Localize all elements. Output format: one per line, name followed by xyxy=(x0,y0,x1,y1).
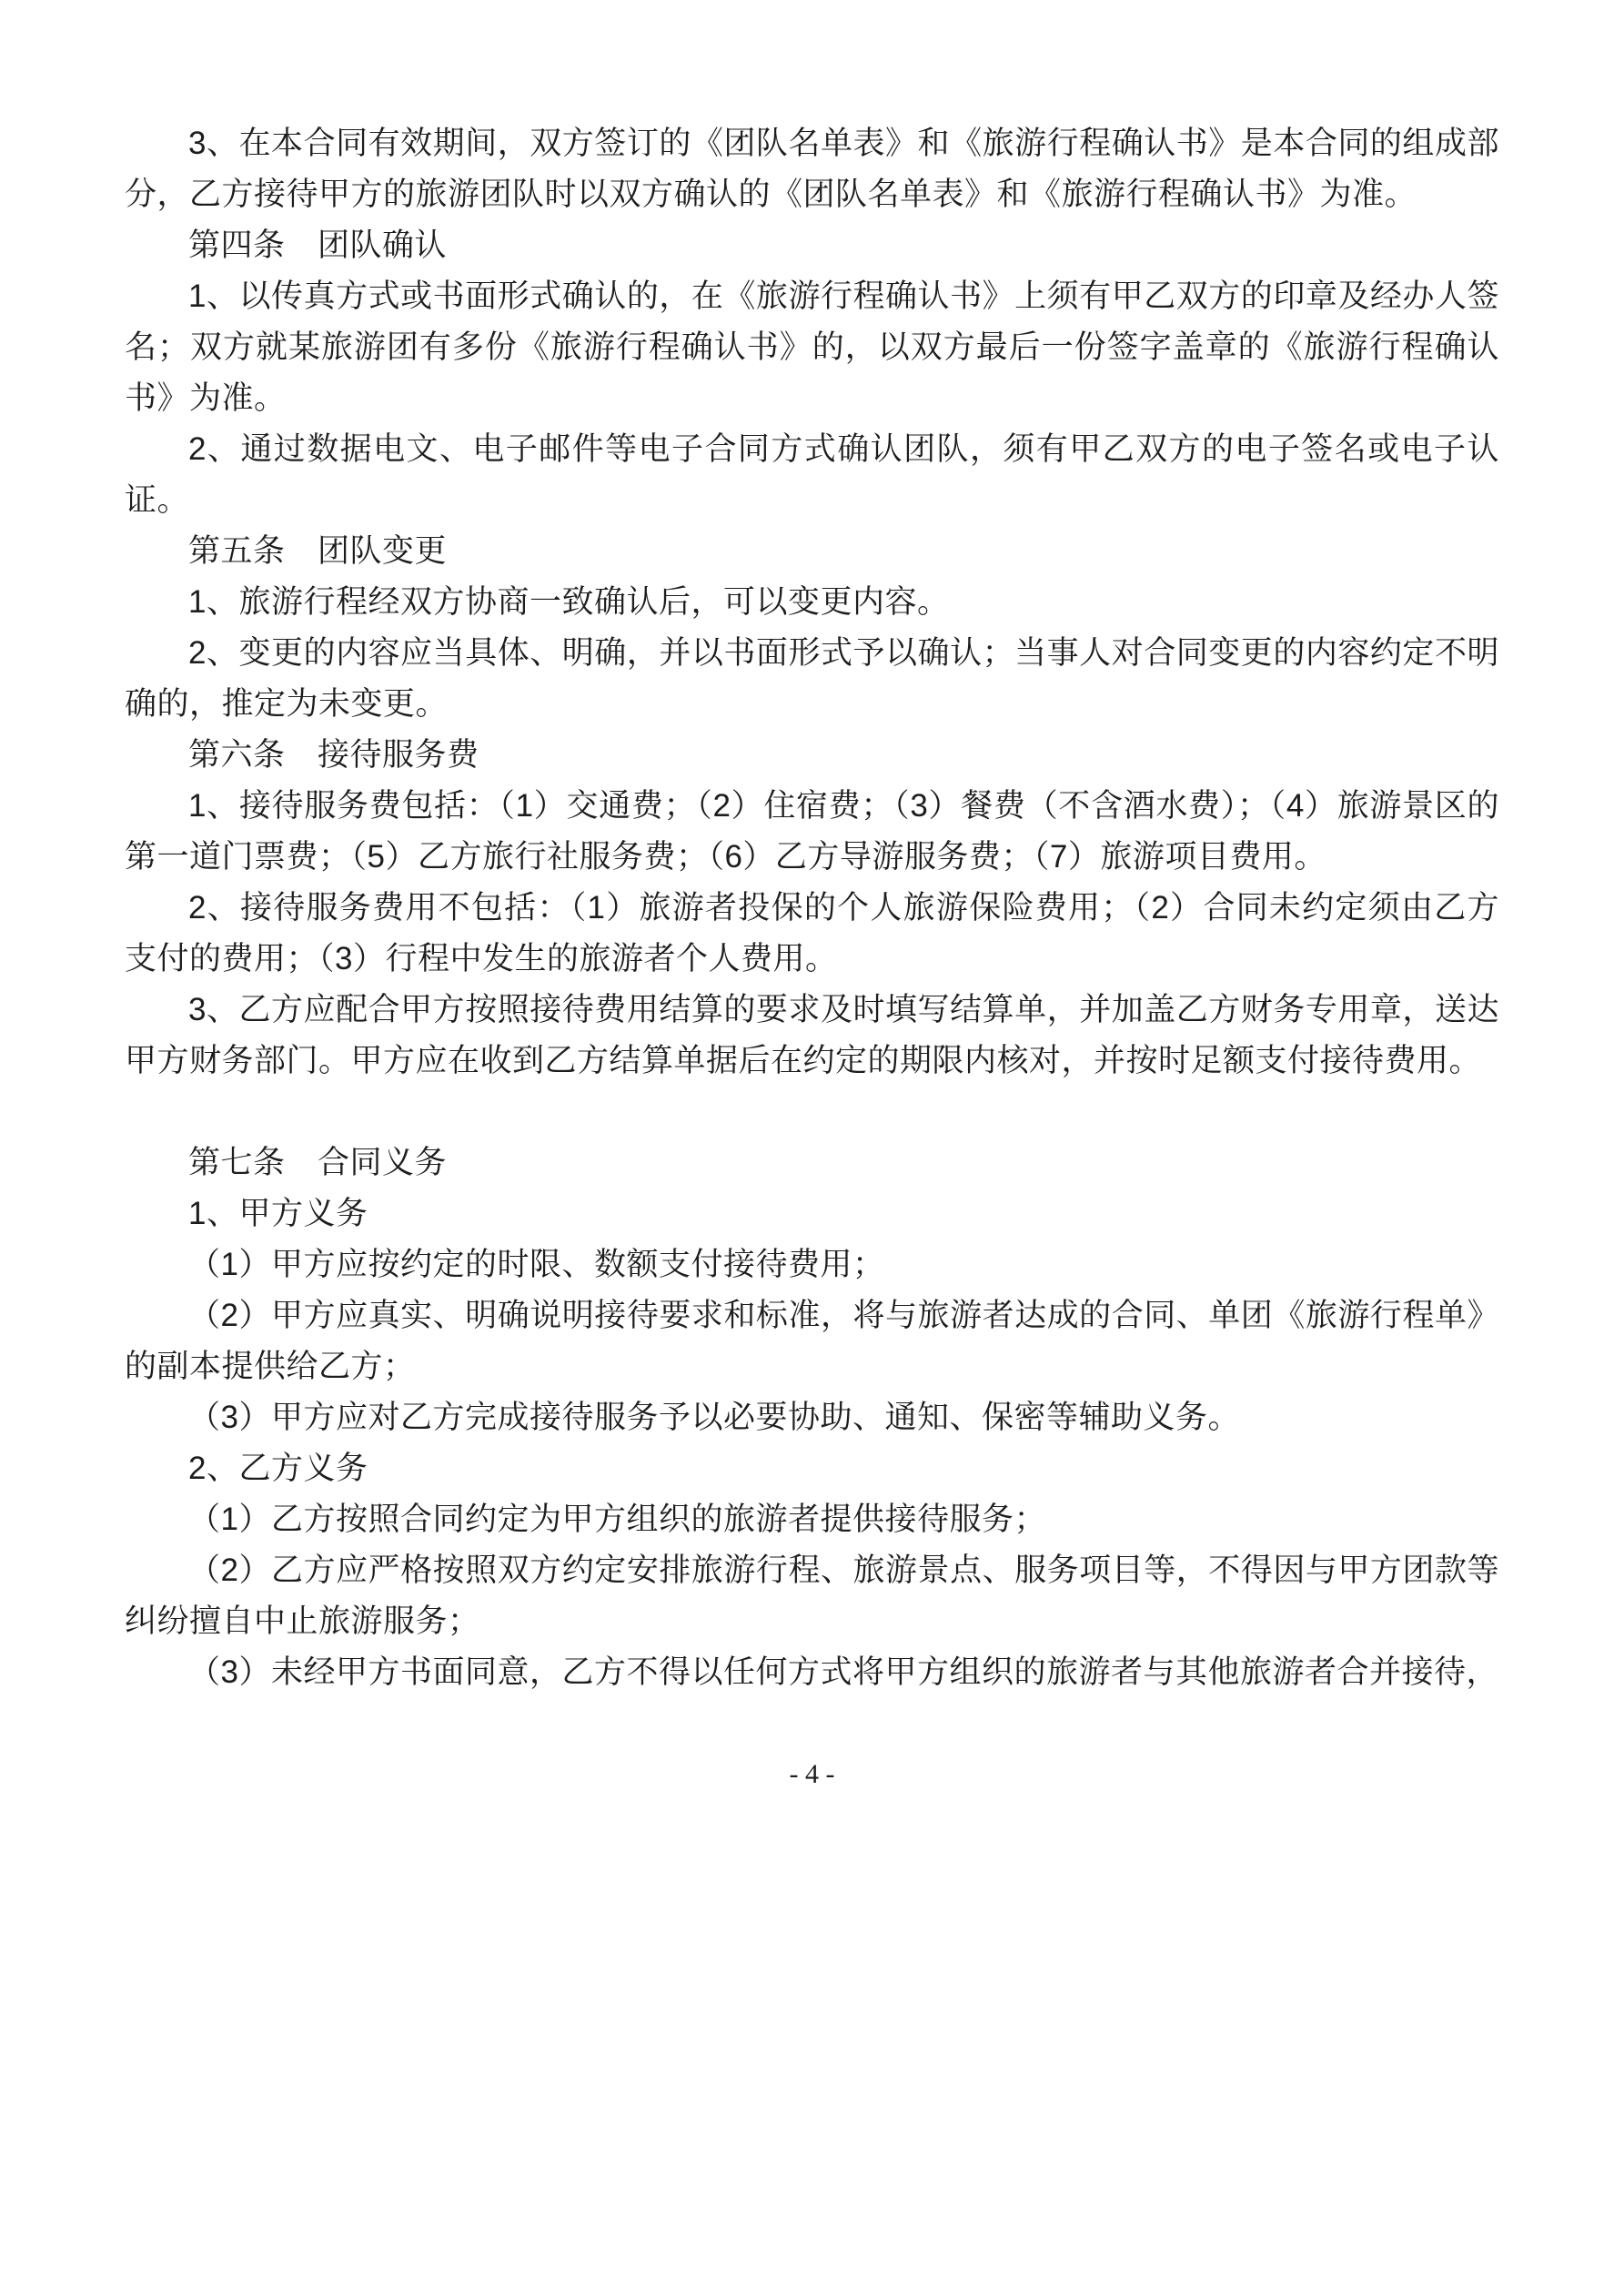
paragraph: 2、乙方义务 xyxy=(188,1451,368,1486)
paragraph: （1）甲方应按约定的时限、数额支付接待费用； xyxy=(188,1247,885,1282)
blank-line xyxy=(125,1087,1499,1138)
paragraph: （2）甲方应真实、明确说明接待要求和标准，将与旅游者达成的合同、单团《旅游行程单》的副本提供给乙方； xyxy=(125,1298,1499,1384)
clause-heading: 第五条 团队变更 xyxy=(188,533,448,569)
paragraph: 3、乙方应配合甲方按照接待费用结算的要求及时填写结算单，并加盖乙方财务专用章，送达甲方财务部门。甲方应在收到乙方结算单据后在约定的期限内核对，并按时足额支付接待费用。 xyxy=(125,992,1499,1078)
paragraph: 1、旅游行程经双方协商一致确认后，可以变更内容。 xyxy=(188,584,950,620)
paragraph: 2、变更的内容应当具体、明确，并以书面形式予以确认；当事人对合同变更的内容约定不明确的，推定为未变更。 xyxy=(125,635,1499,722)
paragraph: （1）乙方按照合同约定为甲方组织的旅游者提供接待服务； xyxy=(188,1502,1046,1537)
paragraph: 2、通过数据电文、电子邮件等电子合同方式确认团队，须有甲乙双方的电子签名或电子认证。 xyxy=(125,431,1499,518)
contract-body xyxy=(125,118,1499,1698)
clause-heading: 第四条 团队确认 xyxy=(188,228,448,263)
paragraph: （3）甲方应对乙方完成接待服务予以必要协助、通知、保密等辅助义务。 xyxy=(188,1400,1240,1435)
clause-heading: 第七条 合同义务 xyxy=(188,1145,448,1180)
paragraph: 1、甲方义务 xyxy=(188,1196,368,1231)
page-number: - 4 - xyxy=(789,1759,835,1789)
paragraph: （3）未经甲方书面同意，乙方不得以任何方式将甲方组织的旅游者与其他旅游者合并接待， xyxy=(188,1654,1498,1690)
paragraph: 1、以传真方式或书面形式确认的，在《旅游行程确认书》上须有甲乙双方的印章及经办人签名；双方就某旅游团有多份《旅游行程确认书》的，以双方最后一份签字盖章的《旅游行程确认书》为准。 xyxy=(125,278,1499,416)
paragraph: 1、接待服务费包括：（1）交通费；（2）住宿费；（3）餐费（不含酒水费）；（4）旅游景区的第一道门票费；（5）乙方旅行社服务费；（6）乙方导游服务费；（7）旅游项目费用。 xyxy=(125,788,1499,875)
paragraph: （2）乙方应严格按照双方约定安排旅游行程、旅游景点、服务项目等，不得因与甲方团款等纠纷擅自中止旅游服务； xyxy=(125,1553,1499,1639)
paragraph: 2、接待服务费用不包括：（1）旅游者投保的个人旅游保险费用；（2）合同未约定须由乙方支付的费用；（3）行程中发生的旅游者个人费用。 xyxy=(125,890,1499,976)
paragraph: 3、在本合同有效期间，双方签订的《团队名单表》和《旅游行程确认书》是本合同的组成部分，乙方接待甲方的旅游团队时以双方确认的《团队名单表》和《旅游行程确认书》为准。 xyxy=(125,126,1499,212)
clause-heading: 第六条 接待服务费 xyxy=(188,737,479,773)
